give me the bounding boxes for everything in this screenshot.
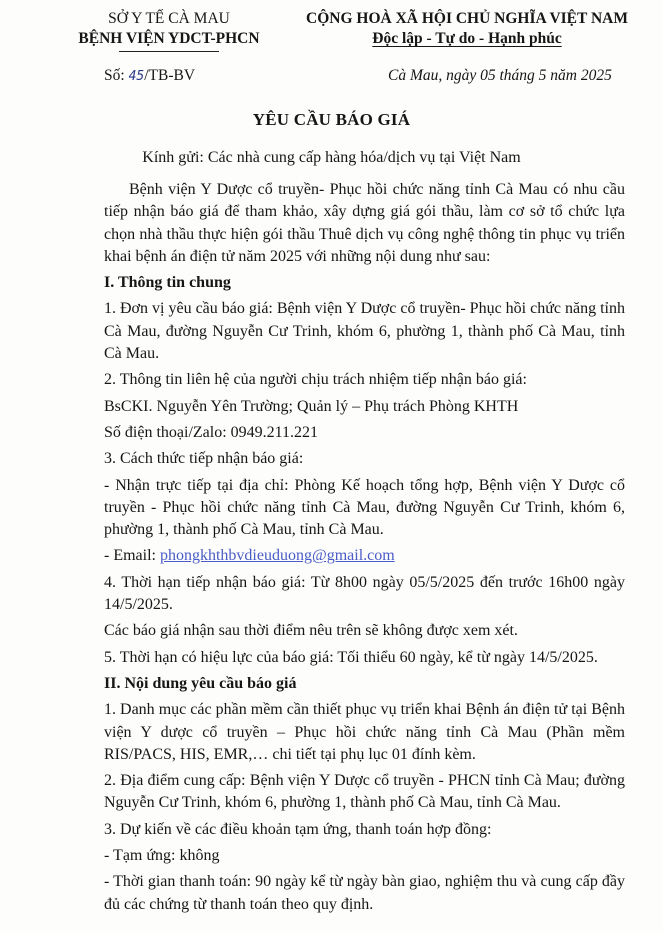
issuer-header	[64, 9, 274, 52]
document-title: YÊU CẦU BÁO GIÁ	[252, 110, 411, 129]
section-1-item-3: 3. Cách thức tiếp nhận báo giá:	[104, 450, 304, 468]
email-link[interactable]: phongkhthbvdieuduong@gmail.com	[159, 547, 395, 565]
section-1-item-5: 5. Thời hạn có hiệu lực của báo giá: Tối thiểu 60 ngày, kể từ ngày 14/5/2025.	[104, 648, 598, 666]
intro-paragraph: Bệnh viện Y Dược cổ truyền- Phục hồi chức năng tỉnh Cà Mau có nhu cầu tiếp nhận báo giá để tham khảo, xây dựng giá gói thầu, làm cơ sở tổ chức lựa chọn nhà thầu thực hiện gói thầu Thuê dịch vụ công nghệ thông tin phục vụ triển khai bệnh án điện tử năm 2025 với những nội dung như sau:	[104, 181, 625, 265]
contact-phone: Số điện thoại/Zalo: 0949.211.221	[104, 423, 319, 441]
section-2-item-3: 3. Dự kiến về các điều khoản tạm ứng, thanh toán hợp đồng:	[104, 820, 492, 838]
handwritten-number: 45	[128, 69, 145, 84]
nation-header	[282, 9, 652, 49]
document-body	[104, 179, 625, 920]
section-1-item-1: 1. Đơn vị yêu cầu báo giá: Bệnh viện Y Dược cổ truyền- Phục hồi chức năng tỉnh Cà Mau, đường Nguyễn Cư Trinh, khóm 6, phường 1, thành phố Cà Mau, tỉnh Cà Mau.	[104, 300, 625, 363]
section-2-item-1: 1. Danh mục các phần mềm cần thiết phục vụ triển khai Bệnh án điện tử tại Bệnh viện Y dược cổ truyền – Phục hồi chức năng tỉnh Cà Mau (Phần mềm RIS/PACS, HIS, EMR,… chi tiết tại phụ lục 01 đính kèm.	[104, 701, 625, 763]
greeting: Kính gửi: Các nhà cung cấp hàng hóa/dịch vụ tại Việt Nam	[142, 149, 521, 166]
document-date: Cà Mau, ngày 05 tháng 5 năm 2025	[388, 67, 612, 84]
section-1-item-2: 2. Thông tin liên hệ của người chịu trách nhiệm tiếp nhận báo giá:	[104, 371, 527, 389]
ministry-name: SỞ Y TẾ CÀ MAU	[108, 10, 230, 27]
section-2-item-2: 2. Địa điểm cung cấp: Bệnh viện Y Dược cổ truyền - PHCN tỉnh Cà Mau; đường Nguyễn Cư Trinh, khóm 6, phường 1, thành phố Cà Mau, tỉnh Cà Mau.	[104, 772, 625, 812]
section-1-item-4: 4. Thời hạn tiếp nhận báo giá: Từ 8h00 ngày 05/5/2025 đến trước 16h00 ngày 14/5/2025.	[104, 573, 625, 614]
email-line: - Email: phongkhthbvdieuduong@gmail.com	[104, 547, 395, 565]
payment-terms: - Thời gian thanh toán: 90 ngày kể từ ngày bàn giao, nghiệm thu và cung cấp đầy đủ các chứng từ thanh toán theo quy định.	[104, 873, 625, 913]
nation-name: CỘNG HOÀ XÃ HỘI CHỦ NGHĨA VIỆT NAM	[306, 10, 628, 27]
document-number: Số: 45/TB-BV	[104, 67, 196, 84]
section-1-heading: I. Thông tin chung	[104, 274, 231, 292]
section-2-heading: II. Nội dung yêu cầu báo giá	[104, 674, 297, 692]
late-submission-note: Các báo giá nhận sau thời điểm nêu trên sẽ không được xem xét.	[104, 622, 518, 640]
contact-person: BsCKI. Nguyễn Yên Trường; Quản lý – Phụ trách Phòng KHTH	[104, 397, 519, 415]
header-divider	[119, 51, 219, 52]
direct-submission: - Nhận trực tiếp tại địa chỉ: Phòng Kế hoạch tổng hợp, Bệnh viện Y Dược cổ truyền - Phục hồi chức năng tỉnh Cà Mau, đường Nguyễn Cư Trinh, khóm 6, phường 1, thành phố Cà Mau, tỉnh Cà Mau.	[104, 476, 625, 539]
national-motto: Độc lập - Tự do - Hạnh phúc	[372, 30, 562, 47]
advance-terms: - Tạm ứng: không	[104, 847, 220, 865]
hospital-name: BỆNH VIỆN YDCT-PHCN	[78, 30, 260, 47]
